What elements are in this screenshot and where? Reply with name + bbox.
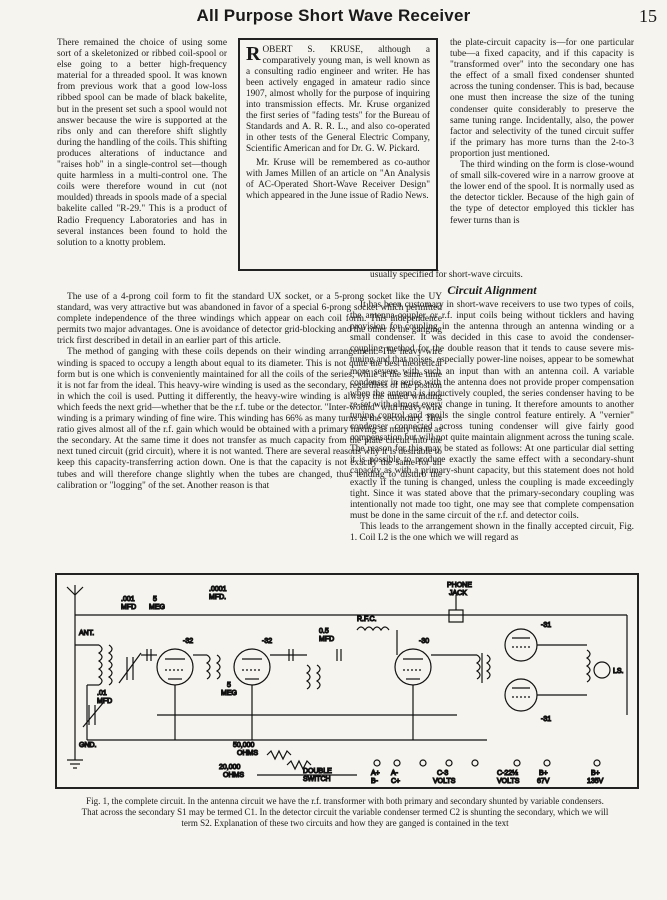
label-b67: B+: [539, 770, 548, 777]
label-ohms1: OHMS: [237, 750, 258, 757]
drop-cap: R: [246, 43, 261, 65]
label-double: DOUBLE: [303, 768, 332, 775]
label-jack: JACK: [449, 590, 467, 597]
label-c22: C-22½: [497, 770, 519, 777]
paragraph: There remained the choice of using some sort of a skeletonized or ribbed coil-spool or else going to a better high-frequency material for a threaded spool. It was known from previous work that a good low-loss ribbed spool can be made of black bakelite, but in the present set such a spool would not answer because the wire is supported at the ribs only and can therefore shift slightly during the handling of the coils. This shifting produces alterations of inductance and "raises hob" in a single-control set—though quite harmless in a multi-control one. The coils were therefore wound in cut (not moulded) threads in spools made of a special bakelite called "R-29." This is a product of Radio Frequency Laboratories and has in several instances been found to hold the solution to a knotty problem.: [57, 38, 227, 248]
label-c3: C-3: [437, 770, 449, 777]
paragraph: The use of a 4-prong coil form to fit the standard UX socket, or a 5-prong socket like the UY standard, was very attractive but was abandoned in favor of a special 6-prong socket which permitted complete independence of the three windings which appear on each coil form. This independence permits two major advantages. One is avoidance of detector grid-blocking and the other is the ganging trick first described in detail in an earlier part of this article.: [57, 292, 442, 347]
label-mfd2: MFD.: [209, 594, 227, 601]
label-meg2b: MEG: [221, 690, 237, 697]
label-tube-30: -30: [419, 638, 430, 645]
page-title: All Purpose Short Wave Receiver: [196, 6, 471, 25]
label-tube-31a: -31: [541, 622, 552, 629]
tube-31-b: [505, 679, 537, 711]
tube-32-a: [157, 649, 193, 685]
label-ohms2: OHMS: [223, 772, 244, 779]
label-c001a: .001: [121, 596, 135, 603]
phone-jack: [449, 595, 463, 622]
label-mfd3: MFD: [319, 636, 335, 643]
circuit-diagram: [55, 573, 639, 789]
tube-32-b: [234, 649, 270, 685]
label-cplus: C+: [391, 778, 401, 785]
label-r20: 20,000: [219, 764, 241, 771]
label-gnd: GND.: [79, 742, 97, 749]
section-heading: Circuit Alignment: [447, 283, 537, 297]
label-c0001: .0001: [209, 586, 227, 593]
label-mfd1: MFD: [121, 604, 137, 611]
bio-paragraph: [246, 45, 430, 155]
paragraph: This leads to the arrangement shown in the finally accepted circuit, Fig. 1. Coil L2 is the one which we will regard as: [350, 521, 634, 543]
bridge-line: usually specified for short-wave circuits.: [370, 270, 523, 280]
label-aminus: A-: [391, 770, 398, 777]
label-v67: 67V: [537, 778, 550, 785]
label-c05: 0.5: [319, 628, 329, 635]
label-rfc: R.F.C.: [357, 616, 377, 623]
right-lower-column: [350, 300, 634, 544]
label-b135: B+: [591, 770, 600, 777]
page-number: 15: [639, 6, 657, 26]
antenna-symbol: [67, 585, 83, 755]
paragraph: The method of ganging with these coils depends on their winding arrangement. The heavy-wire winding is spaced to occupy a length about equal to its diameter. This is not quite the best theoretical form but is one which is conveniently maintained for all the coils of the series, while at the same time it is not far from the ideal. This heavy-wire winding is used as the secondary, regardless of the positon in which the coil is used. Putting it differently, the heavy-wire winding is always the tuned winding which feeds the next grid—whether that be the r.f. tube or the detector. "Inter-wound" with heavy-wire winding is a primary winding of fine wire. This winding has 66% as many turns as the secondary. This ratio gives almost all of the r.f. gain which would be obtained with a primary having as many turns as the secondary. At the same time it does not transfer as much capacity from the plate circuit into the next tuned circuit (grid circuit), where it is not wanted. There are several reasons why it is desirable to keep this capacity-transferring action down. One is that the capacity is not exactly the same for all tubes and will therefore change slightly when the tubes are changed, thus tending to disturb the calibration or "logging" of the set. Another reason is that: [57, 347, 442, 491]
label-mfd4: MFD: [97, 698, 113, 705]
label-phone: PHONE: [447, 582, 472, 589]
variable-condenser-c1: [119, 653, 141, 683]
paragraph: It has been customary in short-wave receivers to use two types of coils, the antenna-coupler or r.f. input coils being without ticklers and having provision for coupling in the antenna through an antenna winding or a small condenser. It was decided in this case to avoid the condenser-coupling method for the double reason that it tends to cause severe mis-tuning and that noises, especially power-line noises, appear to be somewhat more severe with such an input than with an antenna coil. A variable condenser in series with the antenna does not provide proper compensation when the antenna is inductively coupled, the series condenser having to be re-set with almost every change in tuning. It therefore amounts to another tuning control and spoils the single control feature entirely. A "vernier" condenser connected across tuning condenser will give fairly good compensation but will not quite maintain alignment across the tuning scale. The reason for this may be stated as follows: At one particular dial setting it is possible to produce exactly the same effect with a secondary-shunt capacity as with a primary-shunt capacity, but this statement does not hold exactly if the tuning is changed, unless the coupling is made exceedingly tight. Since it was stated above that the primary-secondary coupling was intentionally not made too tight, one may see that complete compensation must be done in the same circuit of the r.f. and detector coils.: [350, 300, 634, 521]
label-ant: ANT.: [79, 630, 95, 637]
label-ls: LS.: [613, 668, 624, 675]
label-tube-32a: -32: [183, 638, 194, 645]
rf-choke: [357, 627, 389, 630]
paragraph: The third winding on the form is close-wound of small silk-covered wire in a narrow groove at the lower end of the spool. It is normally used as the detector tickler. Because of the high gain of the type of detector employed this tickler has fewer turns than is: [450, 160, 634, 226]
right-column: [450, 38, 634, 227]
loudspeaker: [587, 650, 610, 682]
bio-text: OBERT S. KRUSE, although a comparatively young man, is well known as a consulting radio engineer and writer. He has been actively engaged in amateur radio since 1907, almost wholly for the purpose of inquiring into transmission effects. Mr. Kruse organized the first series of "fading tests" for the Bureau of Standards and A. R. R. L., and also co-operated in other tests of the General Electric Company, Scientific American and for Dr. G. W. Pickard.: [246, 45, 430, 154]
label-aplus: A+: [371, 770, 380, 777]
battery-terminals: [374, 760, 600, 766]
label-meg: MEG: [149, 604, 165, 611]
page-header: [0, 6, 667, 28]
author-bio-box: [238, 38, 438, 271]
variable-condenser-c1b: [83, 703, 103, 727]
label-c01: .01: [97, 690, 107, 697]
ground-symbol: [67, 755, 83, 768]
circuit-schematic: [57, 575, 637, 787]
coil-detector: [307, 665, 320, 689]
output-transformer: [477, 653, 490, 683]
wiring: [75, 615, 627, 775]
label-r50: 50,000: [233, 742, 255, 749]
label-meg5: 5: [153, 596, 157, 603]
figure-caption: Fig. 1, the complete circuit. In the antenna circuit we have the r.f. transformer with both primary and secondary shunted by variable condensers. That across the secondary S1 may be termed C1. In the detector circuit the variable condenser termed C2 is shunting the secondary, which we will term S2. Explanation of these two circuits and how they are ganged is contained in the text: [81, 796, 609, 828]
label-tube-31b: -31: [541, 716, 552, 723]
label-volts1: VOLTS: [433, 778, 456, 785]
label-volts2: VOLTS: [497, 778, 520, 785]
label-v135: 135V: [587, 778, 604, 785]
tube-31-a: [505, 629, 537, 661]
resistors: [267, 751, 311, 769]
coil-l2: [207, 655, 220, 679]
label-bminus: B-: [371, 778, 378, 785]
paragraph: the plate-circuit capacity is—for one particular tube—a fixed capacity, and if this capacity is "transformed over" into the secondary one has the effect of a small fixed condenser shunted across the tuning condenser. This is bad, because one must then increase the size of the tuning condenser quite considerably to preserve the same tuning range. Incidentally, also, the power factor and selectivity of the tuned circuit suffer if the primary has more turns than the 2-to-3 proportion just mentioned.: [450, 38, 634, 159]
label-meg2: 5: [227, 682, 231, 689]
label-switch: SWITCH: [303, 776, 331, 783]
tube-30: [395, 649, 431, 685]
label-tube-32b: -32: [262, 638, 273, 645]
bio-paragraph-2: Mr. Kruse will be remembered as co-author with James Millen of an article on "An Analysis of AC-Operated Short-Wave Receiver Design" which appeared in the June issue of Radio News.: [246, 158, 430, 201]
left-column: [57, 38, 227, 249]
